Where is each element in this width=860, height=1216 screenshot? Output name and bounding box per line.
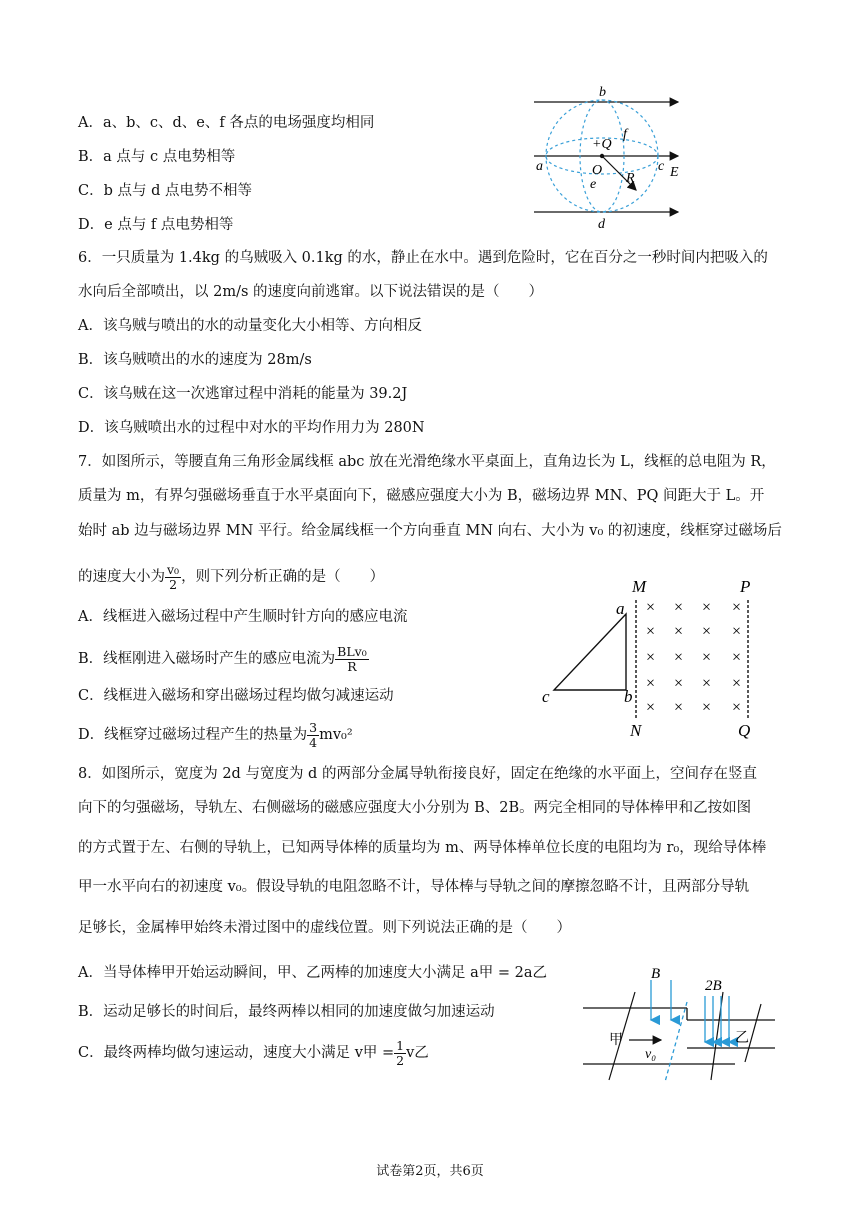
q7-field-cross: ×	[646, 699, 656, 716]
q7-field-cross: ×	[646, 623, 656, 640]
q7-option-b-fraction	[335, 645, 369, 674]
q7-option-b-num: BLv₀	[337, 643, 367, 659]
q8-stem-5: 足够长，金属棒甲始终未滑过图中的虚线位置。则下列说法正确的是（ ）	[78, 920, 571, 936]
q6-option-b: B．该乌贼喷出的水的速度为 28m/s	[78, 352, 312, 368]
q7-field-cross: ×	[646, 649, 656, 666]
q7-stem-4b: ，则下列分析正确的是（ ）	[181, 569, 385, 585]
q7-field-crosses	[646, 599, 741, 716]
q8-option-c-fraction	[394, 1039, 406, 1068]
q6-option-a: A．该乌贼与喷出的水的动量变化大小相等、方向相反	[78, 318, 422, 334]
q7-option-d-den: 4	[309, 734, 318, 750]
q7-field-cross: ×	[702, 699, 712, 716]
q7-label-m: M	[632, 577, 647, 596]
q5-label-q: +Q	[592, 137, 612, 152]
q5-label-d: d	[598, 217, 605, 232]
q8-stem-1: 8．如图所示，宽度为 2d 与宽度为 d 的两部分金属导轨衔接良好，固定在绝缘的水平面上，空间存在竖直	[78, 766, 757, 782]
q7-option-a: A．线框进入磁场过程中产生顺时针方向的感应电流	[78, 609, 408, 625]
q8-label-v0: v₀	[645, 1047, 657, 1062]
q6-stem-1: 6．一只质量为 1.4kg 的乌贼吸入 0.1kg 的水，静止在水中。遇到危险时，它在百分之一秒时间内把吸入的	[78, 250, 768, 266]
q7-stem-fraction	[165, 563, 181, 592]
q7-field-cross: ×	[702, 675, 712, 692]
q7-option-c: C．线框进入磁场和穿出磁场过程均做匀减速运动	[78, 688, 394, 704]
q5-option-b: B．a 点与 c 点电势相等	[78, 149, 236, 165]
q7-option-d	[78, 718, 353, 752]
q5-label-e-field: E	[670, 165, 679, 180]
q7-option-d-fraction	[307, 721, 319, 750]
q5-label-c: c	[658, 159, 665, 174]
q8-label-yi: 乙	[735, 1031, 749, 1046]
q7-stem-num: v₀	[167, 561, 180, 577]
q7-label-c: c	[542, 687, 550, 706]
q8-option-c-post: v乙	[406, 1045, 429, 1061]
q8-option-c-text: C．最终两棒均做匀速运动，速度大小满足 v甲 =	[78, 1045, 395, 1061]
q5-label-a: a	[536, 159, 543, 174]
q7-field-cross: ×	[732, 599, 742, 616]
q8-figure	[575, 962, 780, 1084]
q7-label-p: P	[740, 577, 751, 596]
q8-option-c-den: 2	[396, 1052, 405, 1068]
q7-option-b	[78, 642, 369, 676]
q5-option-d: D．e 点与 f 点电势相等	[78, 217, 234, 233]
q7-stem-4a: 的速度大小为	[78, 569, 165, 585]
q6-stem-2: 水向后全部喷出，以 2m/s 的速度向前逃窜。以下说法错误的是（ ）	[78, 284, 544, 300]
q8-option-c	[78, 1036, 429, 1070]
q6-option-c: C．该乌贼在这一次逃窜过程中消耗的能量为 39.2J	[78, 386, 408, 402]
q5-option-a: A．a、b、c、d、e、f 各点的电场强度均相同	[78, 115, 375, 131]
q7-stem-2: 质量为 m，有界匀强磁场垂直于水平桌面向下，磁感应强度大小为 B，磁场边界 MN、PQ 间距大于 L。开	[78, 488, 765, 504]
q7-label-a: a	[616, 599, 625, 618]
q7-option-d-text: D．线框穿过磁场过程产生的热量为	[78, 727, 308, 743]
q7-option-d-post: mv₀²	[319, 727, 353, 743]
q5-label-r: R	[626, 171, 635, 186]
q7-field-cross: ×	[702, 623, 712, 640]
q8-stem-2: 向下的匀强磁场，导轨左、右侧磁场的磁感应强度大小分别为 B、2B。两完全相同的导体棒甲和乙按如图	[78, 800, 752, 816]
q6-option-d: D．该乌贼喷出水的过程中对水的平均作用力为 280N	[78, 420, 425, 436]
page-footer: 试卷第2页，共6页	[376, 1164, 484, 1179]
q8-option-c-num: 1	[396, 1037, 405, 1053]
q7-stem-den: 2	[169, 576, 178, 592]
q7-label-q: Q	[738, 721, 751, 740]
q7-field-cross: ×	[674, 675, 684, 692]
q5-label-f: f	[623, 127, 627, 142]
q7-option-b-text: B．线框刚进入磁场时产生的感应电流为	[78, 651, 336, 667]
q5-figure	[520, 82, 700, 232]
q7-field-cross: ×	[646, 599, 656, 616]
q8-label-2b: 2B	[705, 978, 722, 994]
q8-label-jia: 甲	[609, 1033, 623, 1048]
q5-label-o: O	[592, 163, 603, 178]
q7-field-cross: ×	[674, 649, 684, 666]
q7-field-cross: ×	[732, 623, 742, 640]
q8-option-a: A．当导体棒甲开始运动瞬间，甲、乙两棒的加速度大小满足 a甲 = 2a乙	[78, 965, 547, 981]
q7-field-cross: ×	[732, 699, 742, 716]
q7-stem-3: 始时 ab 边与磁场边界 MN 平行。给金属线框一个方向垂直 MN 向右、大小为 v₀ 的初速度，线框穿过磁场后	[78, 523, 782, 539]
q7-label-n: N	[630, 721, 642, 740]
q8-option-b: B．运动足够长的时间后，最终两棒以相同的加速度做匀加速运动	[78, 1004, 495, 1020]
q7-label-b: b	[624, 687, 633, 706]
q7-field-cross: ×	[674, 699, 684, 716]
q5-label-b: b	[599, 85, 606, 100]
q5-option-c: C．b 点与 d 点电势不相等	[78, 183, 252, 199]
q7-option-b-den: R	[347, 658, 357, 674]
q7-field-cross: ×	[732, 649, 742, 666]
q5-label-e: e	[590, 177, 597, 192]
q7-option-d-num: 3	[309, 719, 318, 735]
q7-stem-4	[78, 560, 384, 594]
q7-field-cross: ×	[702, 599, 712, 616]
q7-figure	[530, 574, 770, 744]
q8-label-b: B	[651, 966, 661, 982]
q7-field-cross: ×	[646, 675, 656, 692]
q8-stem-3: 的方式置于左、右侧的导轨上，已知两导体棒的质量均为 m、两导体棒单位长度的电阻均为 r₀，现给导体棒	[78, 840, 767, 856]
q7-stem-1: 7．如图所示，等腰直角三角形金属线框 abc 放在光滑绝缘水平桌面上，直角边长为 L，线框的总电阻为 R，	[78, 454, 776, 470]
q7-field-cross: ×	[674, 623, 684, 640]
q7-field-cross: ×	[702, 649, 712, 666]
q8-stem-4: 甲一水平向右的初速度 v₀。假设导轨的电阻忽略不计，导体棒与导轨之间的摩擦忽略不计，且两部分导轨	[78, 879, 750, 895]
q7-field-cross: ×	[674, 599, 684, 616]
q7-field-cross: ×	[732, 675, 742, 692]
